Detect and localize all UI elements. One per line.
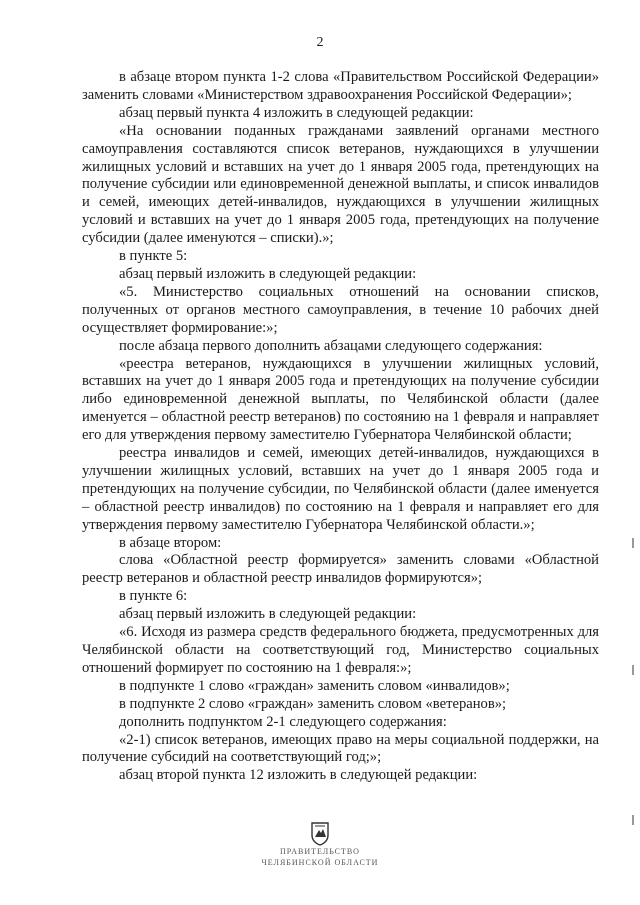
paragraph: абзац первый пункта 4 изложить в следующей редакции: (119, 104, 474, 121)
scan-edge-mark (632, 538, 634, 548)
scan-edge-mark (632, 665, 634, 675)
paragraph: в пункте 5: (119, 248, 188, 265)
paragraph: «реестра ветеранов, нуждающихся в улучшении жилищных условий, вставших на учет до 1 января 2005 года и претендующих на получение субсидии либо единовременной денежной выплаты, по Челябинской области (далее именуется – областной реестр ветеранов) по состоянию на 1 февраля и направляет его для утверждения первому заместителю Губернатора Челябинской области; (82, 355, 599, 444)
paragraph: «5. Министерство социальных отношений на основании списков, полученных от органов местного самоуправления, в течение 10 рабочих дней осуществляет формирование:»; (82, 283, 599, 336)
document-body (82, 69, 599, 785)
paragraph: дополнить подпунктом 2-1 следующего содержания: (119, 713, 447, 730)
paragraph: абзац второй пункта 12 изложить в следующей редакции: (119, 767, 478, 784)
scan-edge-mark (632, 815, 634, 825)
paragraph: в абзаце втором пункта 1-2 слова «Правительством Российской Федерации» заменить словами «Министерством здравоохранения Российской Федерации»; (82, 69, 599, 103)
paragraph: абзац первый изложить в следующей редакции: (119, 606, 417, 623)
paragraph: «2-1) список ветеранов, имеющих право на меры социальной поддержки, на получение субсидий на соответствующий год;»; (82, 731, 599, 766)
paragraph: реестра инвалидов и семей, имеющих детей-инвалидов, нуждающихся в улучшении жилищных условий, вставших на учет до 1 января 2005 года и претендующих на получение субсидии, по Челябинской области (далее именуется – областной реестр инвалидов) по состоянию на 1 февраля и направляет его для утверждения первому заместителю Губернатора Челябинской области.»; (82, 445, 599, 533)
footer-org-line1: ПРАВИТЕЛЬСТВО (280, 847, 360, 856)
paragraph: в абзаце втором: (119, 534, 222, 551)
paragraph: «На основании поданных гражданами заявлений органами местного самоуправления составляются список ветеранов, нуждающихся в улучшении жилищных условий и вставших на учет до 1 января 2005 года, претендующих на получение субсидии или единовременной денежной выплаты, и список инвалидов и семей, имеющих детей-инвалидов, нуждающихся в улучшении жилищных условий и вставших на учет до 1 января 2005 года, претендующих на получение субсидии (далее именуются – списки).»; (82, 122, 599, 247)
paragraph: слова «Областной реестр формируется» заменить словами «Областной реестр ветеранов и областной реестр инвалидов формируются»; (82, 552, 599, 587)
footer-stamp (0, 822, 640, 868)
paragraph: «6. Исходя из размера средств федерального бюджета, предусмотренных для Челябинской области на соответствующий год, Министерство социальных отношений формирует по состоянию на 1 февраля:»; (82, 624, 599, 676)
paragraph: в пункте 6: (119, 588, 188, 605)
paragraph: в подпункте 1 слово «граждан» заменить словом «инвалидов»; (119, 677, 510, 694)
page-number: 2 (316, 35, 324, 50)
paragraph: в подпункте 2 слово «граждан» заменить словом «ветеранов»; (119, 695, 507, 712)
paragraph: после абзаца первого дополнить абзацами следующего содержания: (119, 337, 543, 354)
paragraph: абзац первый изложить в следующей редакции: (119, 265, 417, 282)
footer-org-line2: ЧЕЛЯБИНСКОЙ ОБЛАСТИ (261, 858, 379, 867)
coat-of-arms-icon (310, 822, 330, 846)
